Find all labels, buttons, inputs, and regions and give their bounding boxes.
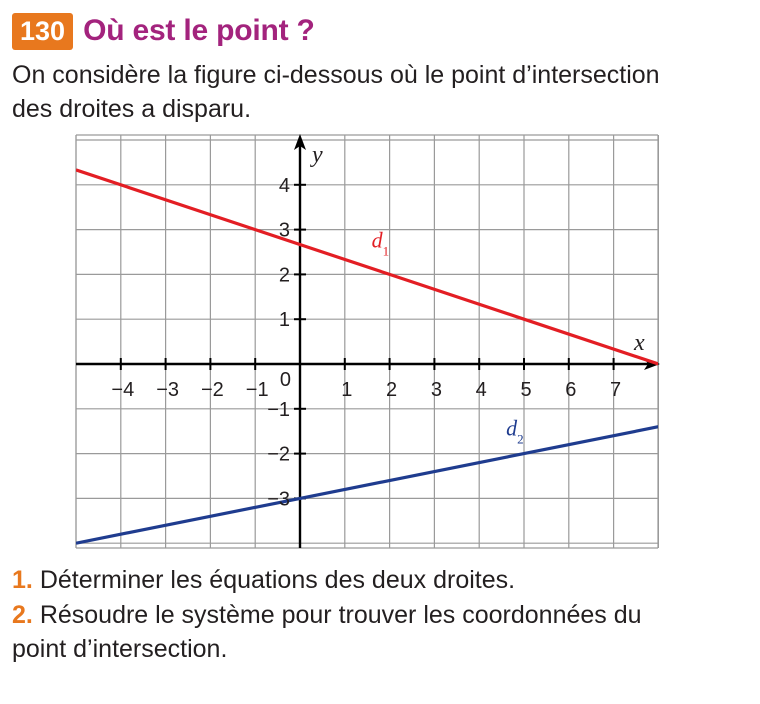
labels [111, 142, 645, 510]
lines [76, 170, 658, 543]
y-tick-label: 4 [278, 174, 290, 197]
question-1-number: 1. [12, 566, 33, 594]
question-1 [12, 563, 752, 597]
y-tick-label: 1 [278, 309, 290, 332]
x-tick-label: 5 [520, 379, 532, 401]
question-2-text-line-2: point d’intersection. [12, 635, 228, 663]
y-axis-label: y [312, 142, 323, 168]
y-tick-label: −2 [267, 443, 290, 466]
exercise-title: Où est le point ? [83, 14, 315, 47]
line-d1-label: $d_1$ [371, 227, 390, 259]
line-d1 [76, 170, 658, 364]
x-tick-label: 2 [386, 379, 398, 401]
exercise-intro [12, 58, 752, 126]
question-2 [12, 598, 752, 666]
y-tick-label: −3 [267, 488, 290, 511]
question-1-text: Déterminer les équations des deux droites. [39, 566, 516, 594]
x-tick-label: −1 [245, 379, 269, 401]
x-axis-label: x [634, 330, 645, 356]
x-tick-label: 4 [475, 379, 487, 401]
y-tick-label: 2 [278, 264, 290, 287]
question-2-text-line-1: Résoudre le système pour trouver les coordonnées du [39, 601, 642, 629]
line-d2-label: $d_2$ [506, 415, 524, 447]
origin-label: 0 [279, 369, 291, 391]
coordinate-graph [0, 130, 760, 555]
x-tick-label: 7 [610, 379, 622, 401]
line-d2-subscript: 2 [517, 431, 524, 447]
y-tick-label: 3 [278, 219, 290, 242]
line-d1-subscript: 1 [382, 243, 390, 259]
x-tick-label: 6 [565, 379, 577, 401]
x-tick-label: 1 [341, 379, 353, 401]
x-tick-label: −3 [156, 379, 180, 401]
exercise-number-badge: 130 [12, 13, 73, 50]
line-d2 [76, 427, 658, 543]
exercise-header [12, 12, 315, 50]
question-2-number: 2. [12, 601, 33, 629]
intro-line-2: des droites a disparu. [12, 95, 252, 123]
x-tick-label: −2 [200, 379, 224, 401]
x-tick-label: −4 [111, 379, 135, 401]
y-tick-label: −1 [267, 398, 290, 421]
x-tick-label: 3 [430, 379, 442, 401]
intro-line-1: On considère la figure ci-dessous où le point d’intersection [12, 61, 660, 89]
